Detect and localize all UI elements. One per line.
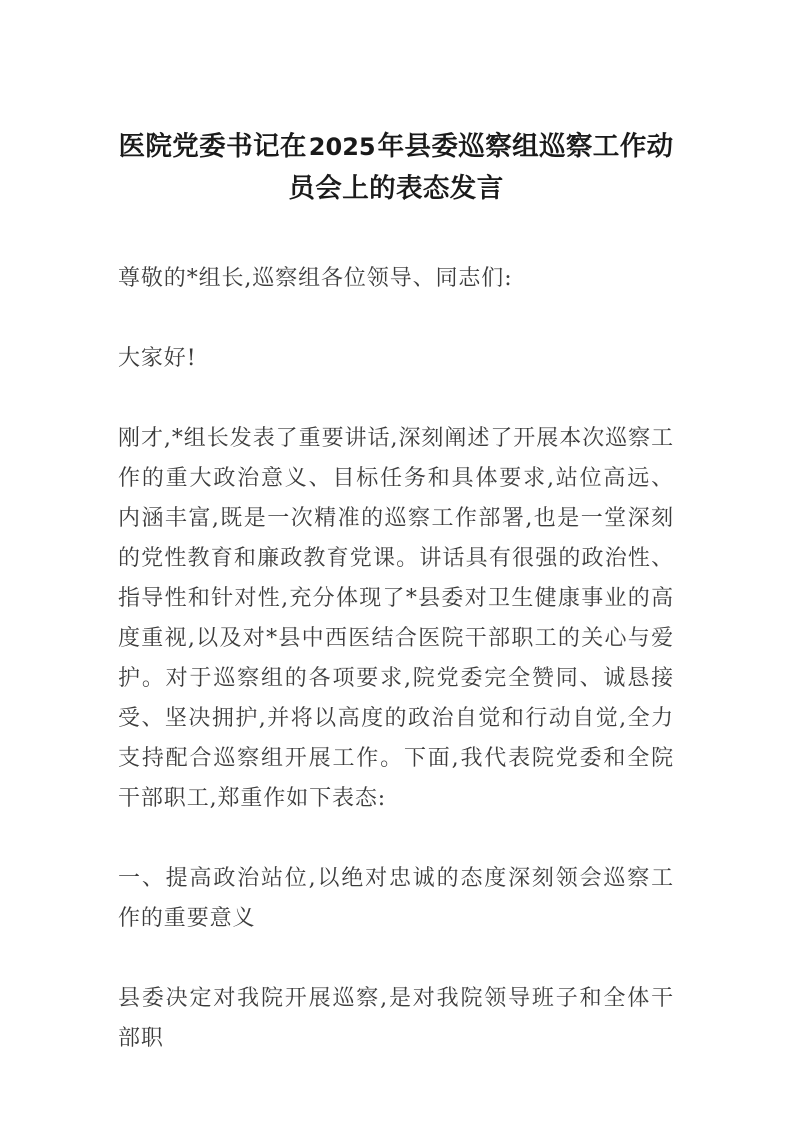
paragraph-section-one-body: 县委决定对我院开展巡察,是对我院领导班子和全体干部职 (118, 986, 674, 1051)
paragraph-section-one-heading: 一、提高政治站位,以绝对忠诚的态度深刻领会巡察工作的重要意义 (118, 866, 674, 931)
paragraph-greeting: 大家好! (118, 346, 197, 371)
title-line-two: 上的表态发言 (342, 173, 504, 204)
document-content-area (118, 0, 674, 1059)
page-title (118, 0, 674, 209)
paragraph-opening-remarks: 刚才,*组长发表了重要讲话,深刻阐述了开展本次巡察工作的重大政治意义、目标任务和具体要求,站位高远、内涵丰富,既是一次精准的巡察工作部署,也是一堂深刻的党性教育和廉政教育党课。讲话具有很强的政治性、指导性和针对性,充分体现了*县委对卫生健康事业的高度重视,以及对*县中西医结合医院干部职工的关心与爱护。对于巡察组的各项要求,院党委完全赞同、诚恳接受、坚决拥护,并将以高度的政治自觉和行动自觉,全力支持配合巡察组开展工作。下面,我代表院党委和全院干部职工,郑重作如下表态: (118, 426, 674, 811)
paragraph-salutation: 尊敬的*组长,巡察组各位领导、同志们: (118, 266, 513, 291)
document-body (118, 259, 674, 1059)
title-segment-before-year: 医院党委书记在 (118, 131, 307, 162)
title-segment-after-year: 年县委巡察组巡察工作动员会 (288, 131, 674, 204)
title-year: 2025 (308, 133, 376, 161)
